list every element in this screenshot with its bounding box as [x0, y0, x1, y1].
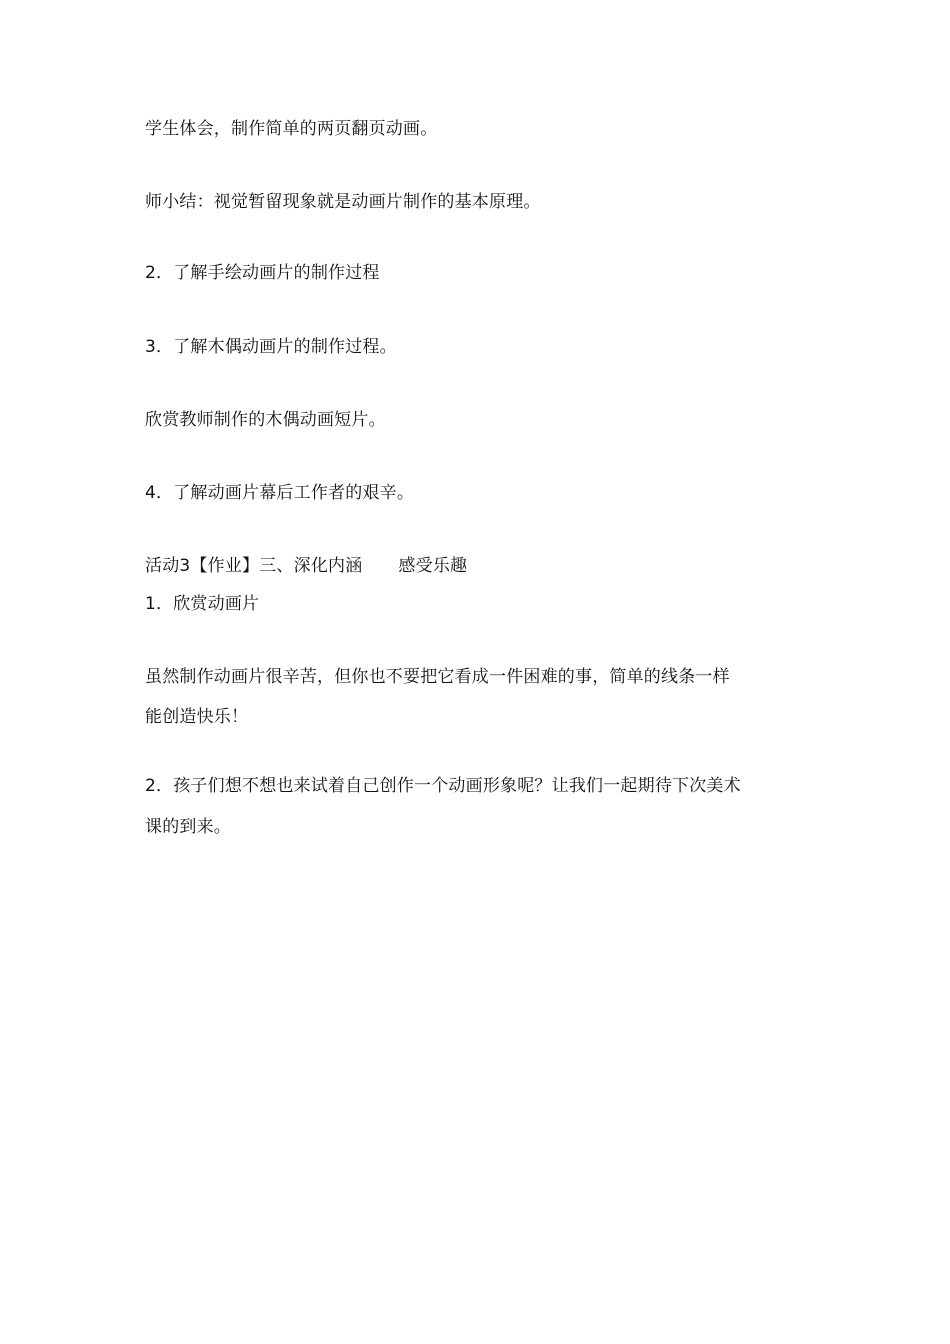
- paragraph-hardship-line2: 能创造快乐！: [145, 707, 249, 727]
- list-item-create-line1: 2．孩子们想不想也来试着自己创作一个动画形象呢？让我们一起期待下次美术: [145, 776, 741, 796]
- paragraph-appreciate-short: 欣赏教师制作的木偶动画短片。: [145, 410, 386, 430]
- paragraph-hardship-line1: 虽然制作动画片很辛苦，但你也不要把它看成一件困难的事，简单的线条一样: [145, 667, 730, 687]
- activity-heading-right: 感受乐趣: [398, 556, 468, 576]
- list-item-create-line2: 课的到来。: [145, 817, 231, 837]
- activity-heading: [145, 555, 810, 577]
- activity-heading-left: 活动3【作业】三、深化内涵: [145, 556, 363, 576]
- list-item-hand-drawn: 2．了解手绘动画片的制作过程: [145, 263, 380, 283]
- paragraph-student-experience: 学生体会，制作简单的两页翻页动画。: [145, 119, 438, 139]
- list-item-appreciate: 1．欣赏动画片: [145, 594, 260, 614]
- list-item-behind-scenes: 4．了解动画片幕后工作者的艰辛。: [145, 483, 415, 503]
- list-item-puppet: 3．了解木偶动画片的制作过程。: [145, 337, 397, 357]
- paragraph-teacher-summary: 师小结：视觉暂留现象就是动画片制作的基本原理。: [145, 192, 541, 212]
